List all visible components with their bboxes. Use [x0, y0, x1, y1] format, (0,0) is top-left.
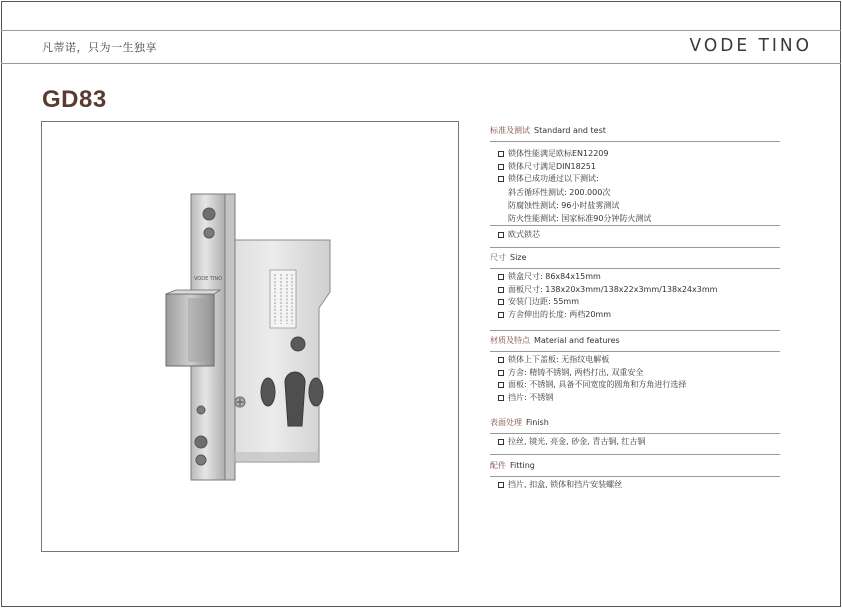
screw-hole	[196, 455, 206, 465]
section-finish	[490, 417, 780, 449]
sub-item: 防火性能测试: 国家标准90分钟防火测试	[508, 213, 652, 223]
checkbox-icon	[498, 274, 504, 280]
header-rule-top	[1, 30, 841, 31]
section-divider	[490, 330, 780, 331]
section-cylinder	[490, 229, 780, 242]
follower-hole	[291, 337, 305, 351]
section-title-en: Standard and test	[534, 126, 606, 135]
mortise-lock-illustration	[42, 122, 460, 553]
list-item: 欧式锁芯	[490, 229, 780, 242]
list-item: 安装门边距: 55mm	[490, 296, 780, 309]
list-item: 拉丝, 镜光, 亮金, 砂金, 青古铜, 红古铜	[490, 436, 780, 449]
checkbox-icon	[498, 370, 504, 376]
checkbox-icon	[498, 299, 504, 305]
section-divider	[490, 225, 780, 226]
section-title-cn: 尺寸	[490, 253, 506, 262]
list-item: 锁体上下盖板: 无指纹电解板	[490, 354, 780, 367]
screw-hole	[197, 406, 205, 414]
section-size	[490, 252, 780, 321]
cylinder-profile	[285, 372, 305, 426]
slogan: 凡蒂诺，只为一生独享	[42, 41, 157, 54]
section-title	[490, 252, 780, 264]
list-item: 面板尺寸: 138x20x3mm/138x22x3mm/138x24x3mm	[490, 284, 780, 297]
section-fitting	[490, 460, 780, 492]
brand-logo: VODE TINO	[689, 35, 812, 57]
cylinder-slot	[309, 378, 323, 406]
section-divider	[490, 454, 780, 455]
checkbox-icon	[498, 312, 504, 318]
checkbox-icon	[498, 482, 504, 488]
checkbox-icon	[498, 287, 504, 293]
section-title-cn: 表面处理	[490, 418, 522, 427]
list-item: 挡片: 不锈钢	[490, 392, 780, 405]
sub-item: 防腐蚀性测试: 96小时盐雾测试	[508, 200, 620, 210]
section-title-cn: 配件	[490, 461, 506, 470]
cylinder-slot	[261, 378, 275, 406]
section-divider	[490, 247, 780, 248]
section-title	[490, 460, 780, 472]
section-standard	[490, 125, 780, 225]
checkbox-icon	[498, 395, 504, 401]
section-title-cn: 标准及测试	[490, 126, 530, 135]
list-item: 挡片, 扣盒, 锁体和挡片安装螺丝	[490, 479, 780, 492]
list-item: 锁体已成功通过以下测试:	[490, 173, 780, 186]
checkbox-icon	[498, 382, 504, 388]
list-item: 方舍: 精铸不锈钢, 两档打出, 双重安全	[490, 367, 780, 380]
section-title	[490, 125, 780, 137]
screw-hole	[204, 228, 214, 238]
checkbox-icon	[498, 232, 504, 238]
list-item: 面板: 不锈钢, 具备不同宽度的圆角和方角进行选择	[490, 379, 780, 392]
list-item: 锁体性能满足欧标EN12209	[490, 148, 780, 161]
section-title-en: Fitting	[510, 461, 535, 470]
checkbox-icon	[498, 439, 504, 445]
section-title-en: Finish	[526, 418, 549, 427]
checkbox-icon	[498, 357, 504, 363]
checkbox-icon	[498, 176, 504, 182]
sub-item: 斜舌循环性测试: 200.000次	[508, 187, 611, 197]
screw-hole	[195, 436, 207, 448]
screw-hole	[203, 208, 215, 220]
section-title	[490, 417, 780, 429]
section-material	[490, 335, 780, 404]
engraving-text: VODE TINO	[193, 276, 223, 282]
section-title	[490, 335, 780, 347]
section-title-en: Material and features	[534, 336, 620, 345]
checkbox-icon	[498, 151, 504, 157]
checkbox-icon	[498, 164, 504, 170]
list-item: 方舍伸出的长度: 两档20mm	[490, 309, 780, 322]
header-rule-bottom	[1, 63, 841, 64]
section-title-en: Size	[510, 253, 527, 262]
model-title: GD83	[42, 86, 107, 113]
product-photo	[41, 121, 459, 552]
section-title-cn: 材质及特点	[490, 336, 530, 345]
list-item: 锁体尺寸满足DIN18251	[490, 161, 780, 174]
list-item: 锁盒尺寸: 86x84x15mm	[490, 271, 780, 284]
